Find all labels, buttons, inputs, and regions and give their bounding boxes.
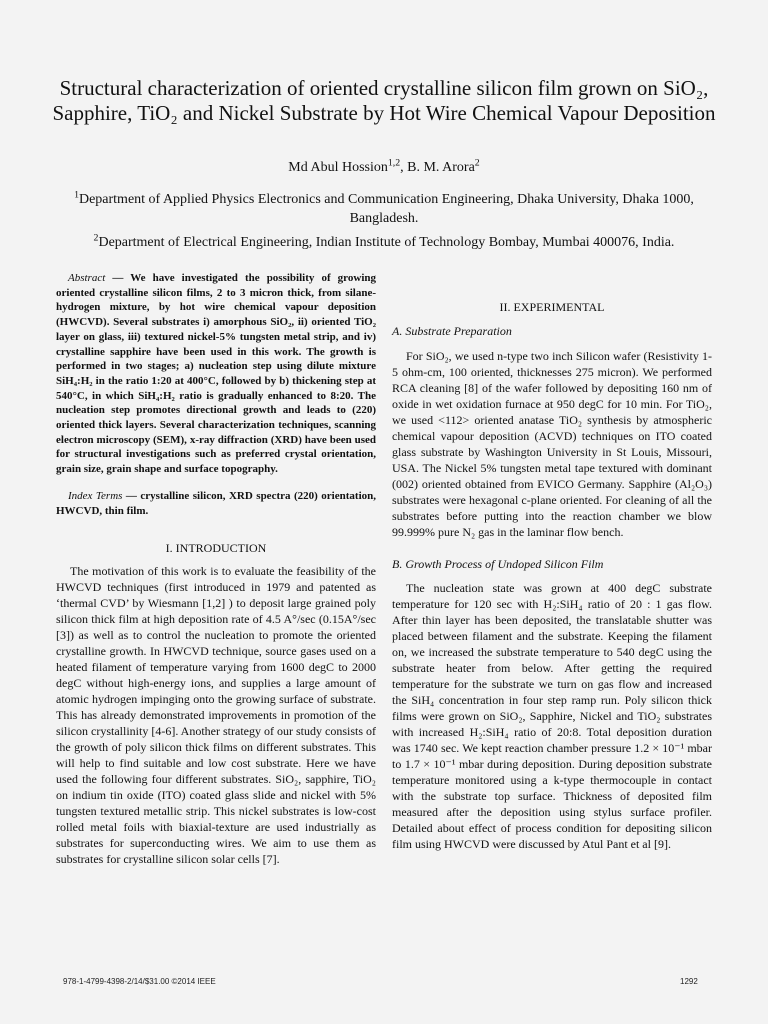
subsection-heading-substrate-preparation: A. Substrate Preparation (392, 324, 512, 338)
author-affiliation-marker: 1,2 (387, 157, 401, 169)
index-terms-dash: — (122, 490, 141, 502)
affiliation-marker: 1 (74, 189, 79, 201)
index-terms (56, 489, 376, 518)
affiliation-text: Department of Applied Physics Electronics and Communication Engineering, Dhaka University, Dhaka 1000, Bangladesh. (78, 192, 694, 226)
footer-copyright: 978-1-4799-4398-2/14/$31.00 ©2014 IEEE (63, 977, 216, 986)
page-number: 1292 (680, 977, 698, 986)
index-terms-label: Index Terms (68, 490, 123, 502)
affiliation (50, 233, 718, 252)
introduction-paragraph: The motivation of this work is to evaluate the feasibility of the HWCVD techniques (first introduced in 1979 and patented as ‘thermal CVD’ by Wiesmann [1,2] ) to deposit large grained poly silicon thick film at high deposition rate of 4.5 A°/sec (0.15A°/sec [3]) as well as to control the nucleation to promote the oriented crystalline growth. In HWCVD technique, source gases used on a heated filament of temperature varying from 1600 degC to 2000 degC without high-energy ions, and supplies a large amount of atomic hydrogen impinging onto the growing surface of substrate. This has already demonstrated improvements in promotion of the silicon crystallinity [4-6]. Another strategy of our study consists of the growth of poly silicon thick films on different substrates. This will help to find suitable and low cost substrate. Here we have used the following four different substrates. SiO₂, sapphire, TiO₂ on indium tin oxide (ITO) coated glass slide and nickel with 5% tungsten textured metallic strip. This nickel substrates is low-cost rolled metal foils with biaxial-texture are used industrially as substrates for superconducting wires. We aim to use them as substrates for crystalline silicon solar cells [7]. (56, 564, 376, 866)
author-line (40, 157, 728, 176)
author-affiliation-marker: 2 (474, 157, 480, 169)
author-separator: , (400, 160, 408, 175)
affiliation-text: Department of Electrical Engineering, Indian Institute of Technology Bombay, Mumbai 400076, India. (98, 235, 675, 250)
author-name: B. M. Arora (407, 160, 475, 175)
paper-title: Structural characterization of oriented crystalline silicon film grown on SiO₂, Sapphire, TiO₂ and Nickel Substrate by Hot Wire Chemical Vapour Deposition (52, 76, 716, 125)
growth-process-paragraph: The nucleation state was grown at 400 degC substrate temperature for 120 sec with H₂:SiH₄ ratio of 20 : 1 gas flow. After thin layer has been deposited, the translatable shutter was placed between filament and the substrate. Keeping the filament on, we increased the substrate temperature to 540 degC using the substrate heater from below. After getting the required temperature for the substrate we turn on gas flow and increased the SiH₄ concentration in four step ramp run. Poly silicon thick films were grown on SiO₂, Sapphire, Nickel and TiO₂ substrates with increased H₂:SiH₄ ratio of 20:8. Total deposition duration was 1740 sec. We kept reaction chamber pressure 1.2 × 10⁻¹ mbar to 1.7 × 10⁻¹ mbar during deposition. During deposition substrate temperature monitored using a k-type thermocouple in contact with the substrate top surface. Thickness of deposited film measured after the deposition using stylus surface profiler. Detailed about effect of process condition for depositing silicon film using HWCVD were discussed by Atul Pant et al [9]. (392, 581, 712, 851)
author-name: Md Abul Hossion (288, 160, 388, 175)
abstract (56, 271, 376, 477)
section-heading-introduction: I. INTRODUCTION (165, 541, 267, 555)
affiliation-marker: 2 (93, 232, 99, 244)
index-terms-text: crystalline silicon, XRD spectra (220) orientation, HWCVD, thin film. (56, 490, 376, 517)
abstract-label: Abstract (68, 272, 106, 284)
subsection-heading-growth-process: B. Growth Process of Undoped Silicon Film (392, 557, 604, 571)
section-heading-experimental: II. EXPERIMENTAL (499, 300, 605, 314)
substrate-preparation-paragraph: For SiO₂, we used n-type two inch Silicon wafer (Resistivity 1-5 ohm-cm, 100 oriented, thicknesses 275 micron). We performed RCA cleaning [8] of the wafer followed by depositing 160 nm of oxide in wet oxidation furnace at 950 degC for 10 min. For TiO₂, we used <112> oriented anatase TiO₂ synthesis by atmospheric chemical vapour deposition (ACVD) techniques on ITO coated glass substrate by Washington University in St Louis, Missouri, USA. The Nickel 5% tungsten metal tape textured with dominant (002) oriented obtained from EVICO Germany. Sapphire (Al₂O₃) substrates were hexagonal c-plane oriented. For cleaning of all the substrates before putting into the reaction chamber we blow 99.999% pure N₂ gas in the laminar flow bench. (392, 349, 712, 539)
abstract-text: We have investigated the possibility of growing oriented crystalline silicon films, 2 to 3 micron thick, from silane-hydrogen mixture, by hot wire chemical vapour deposition (HWCVD). Several substrates i) amorphous SiO₂, ii) oriented TiO₂ layer on glass, iii) textured nickel-5% tungsten metal strip, and iv) crystalline sapphire have been used in this work. The growth is performed in two stages; a) nucleation step using dilute mixture SiH₄:H₂ in the ratio 1:20 at 400°C, followed by b) thickening step at 540°C, in which SiH₄:H₂ ratio is gradually enhanced to 8:20. The nucleation step promotes directional growth and leads to (220) oriented thick layers. Several characterization techniques, scanning electron microscopy (SEM), x-ray diffraction (XRD) have been used for structural investigations such as preferred crystal orientation, grain size, grain shape and surface topography. (56, 272, 376, 476)
abstract-dash: — (105, 272, 131, 284)
affiliation (50, 190, 718, 228)
